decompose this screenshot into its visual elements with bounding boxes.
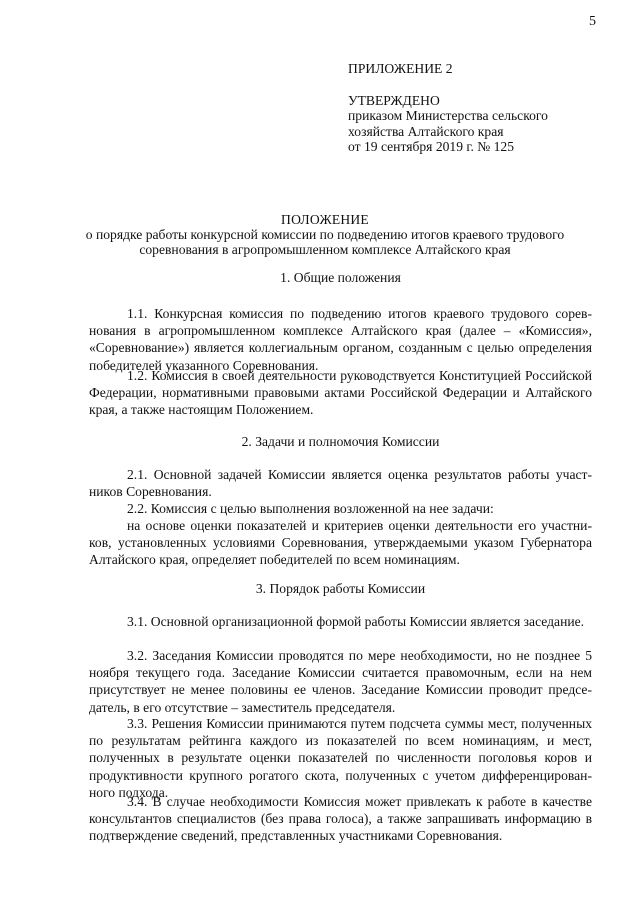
paragraph: 1.1. Конкурсная комиссия по подведению итогов краевого трудового соревнования в агропромышленном комплексе Алтайского края (далее – «Комиссия», «Соревнование») является коллегиальным органом, созданным с целью определения победителей указанного Соревнования. bbox=[89, 306, 592, 373]
paragraph: 2.1. Основной задачей Комиссии является оценка результатов работы участников Соревнования. bbox=[89, 467, 592, 500]
paragraph: 3.4. В случае необходимости Комиссия может привлекать к работе в качестве консультантов специалистов (без права голоса), а также запрашивать информацию в подтверждение сведений, представленных участниками Соревнования. bbox=[89, 794, 592, 844]
document-subtitle-line1: о порядке работы конкурсной комиссии по подведению итогов краевого трудового bbox=[85, 227, 565, 242]
section-heading: 1. Общие положения bbox=[280, 270, 401, 285]
document-title-block bbox=[60, 212, 590, 257]
appendix-label: ПРИЛОЖЕНИЕ 2 bbox=[348, 61, 453, 76]
paragraph: на основе оценки показателей и критериев оценки деятельности его участников, установленных условиями Соревнования, утверждаемыми указом Губернатора Алтайского края, определяет победителей по всем номинациям. bbox=[89, 518, 592, 568]
paragraph: 3.3. Решения Комиссии принимаются путем подсчета суммы мест, полученных по результатам рейтинга каждого из показателей по всем номинациям, и мест, полученных в результате оценки показателей по численности поголовья коров и продуктивности крупного рогатого скота, полученных с учетом дифференцированного подхода. bbox=[89, 716, 592, 800]
paragraph: 2.2. Комиссия с целью выполнения возложенной на нее задачи: bbox=[127, 501, 494, 516]
approved-label: УТВЕРЖДЕНО bbox=[348, 92, 440, 108]
approval-block bbox=[348, 61, 548, 155]
page-number: 5 bbox=[589, 14, 596, 29]
section-heading: 3. Порядок работы Комиссии bbox=[255, 581, 426, 596]
paragraph: 1.2. Комиссия в своей деятельности руководствуется Конституцией Российской Федерации, нормативными правовыми актами Российской Федерации и Алтайского края, а также настоящим Положением. bbox=[89, 368, 592, 418]
approval-order-line1: приказом Министерства сельского bbox=[348, 108, 548, 123]
approval-order-date: от 19 сентября 2019 г. № 125 bbox=[348, 139, 515, 154]
paragraph: 3.2. Заседания Комиссии проводятся по мере необходимости, но не позднее 5 ноября текущего года. Заседание Комиссии считается правомочным, если на нем присутствует не менее половины ее членов. Заседание Комиссии проводит председатель, в его отсутствие – заместитель председателя. bbox=[89, 648, 592, 715]
paragraph: 3.1. Основной организационной формой работы Комиссии является заседание. bbox=[127, 614, 585, 629]
document-title: ПОЛОЖЕНИЕ bbox=[281, 212, 369, 227]
approval-order-line2: хозяйства Алтайского края bbox=[348, 123, 504, 139]
document-subtitle-line2: соревнования в агропромышленном комплексе Алтайского края bbox=[139, 242, 511, 257]
section-heading: 2. Задачи и полномочия Комиссии bbox=[241, 434, 440, 449]
